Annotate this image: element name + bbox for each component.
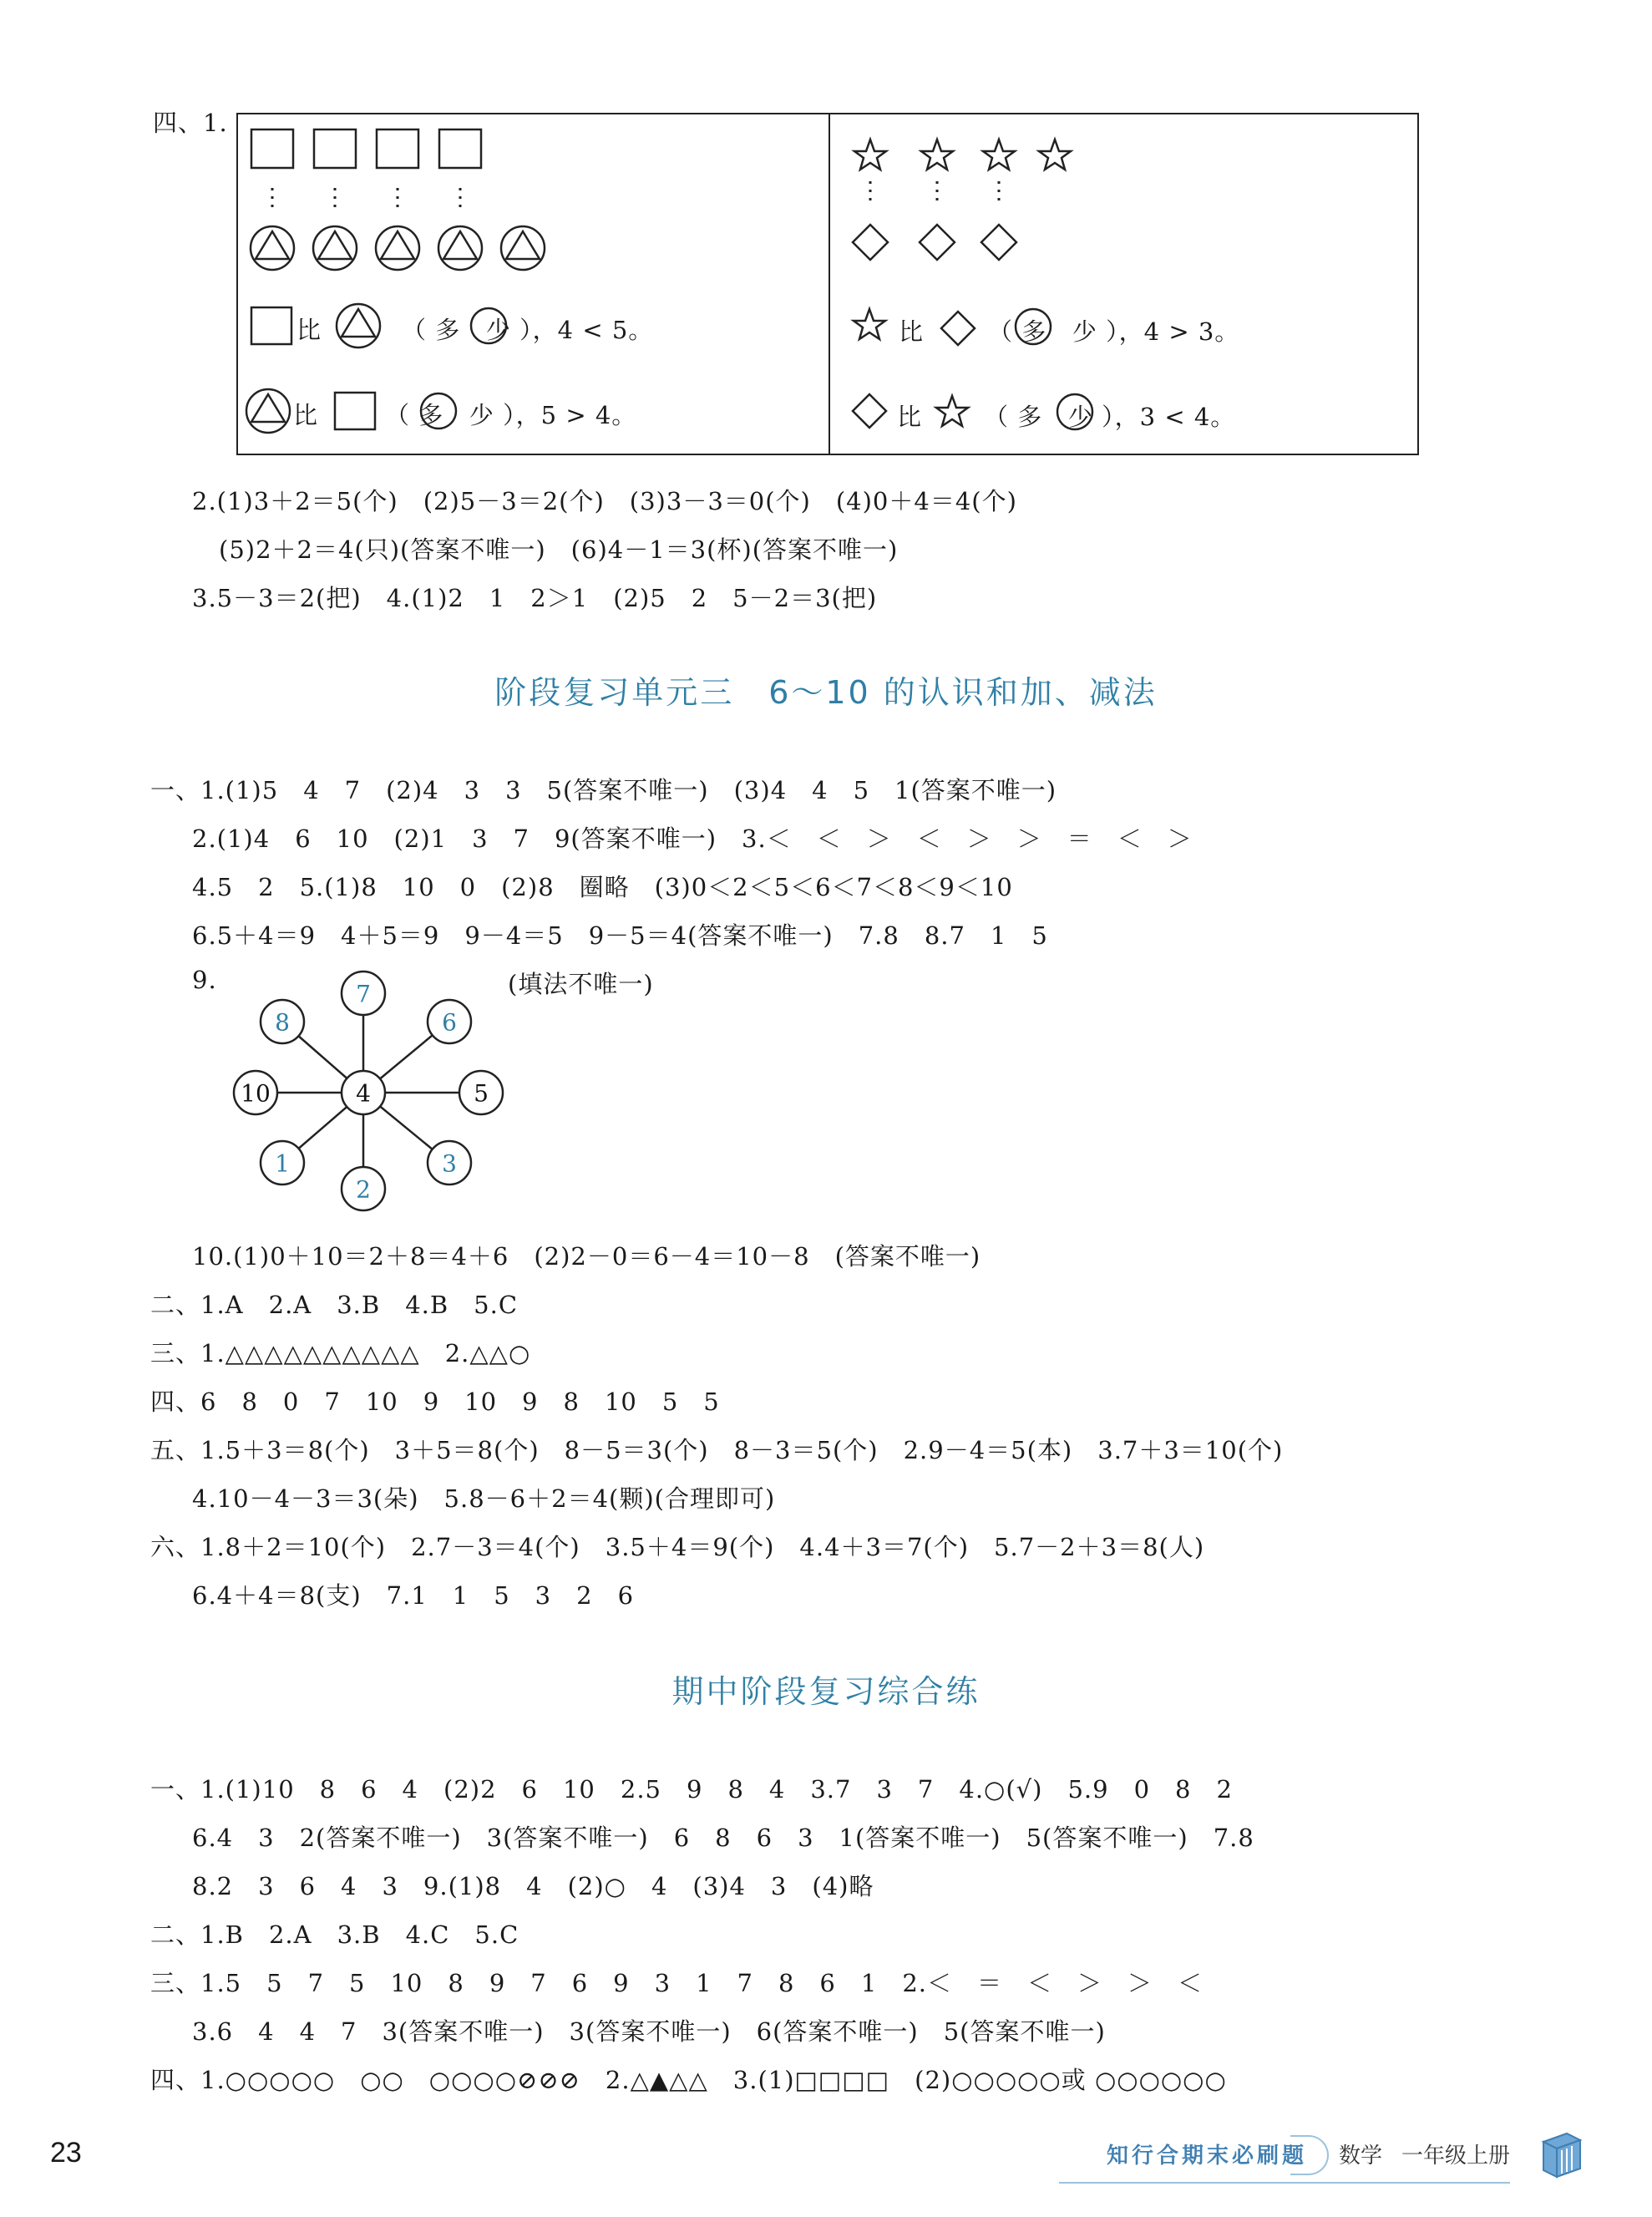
number-star-diagram xyxy=(226,961,509,1220)
footer-brand: 知行合期末必刷题 xyxy=(1107,2143,1308,2169)
right-stmt-b: 比 xyxy=(897,403,923,431)
left-stmt-b-choice: （ 多 少 ），5 > 4。 xyxy=(385,401,637,429)
star-row xyxy=(854,140,1071,170)
node-value: 7 xyxy=(356,980,371,1008)
node-value: 5 xyxy=(474,1079,489,1108)
answer-line: 4.5 2 5.(1)8 10 0 (2)8 圈略 (3)0＜2＜5＜6＜7＜8＜9＜10 xyxy=(192,873,1013,901)
center-value: 4 xyxy=(356,1079,371,1108)
answer-line: 一、1.(1)5 4 7 (2)4 3 3 5(答案不唯一) (3)4 4 5 1(答案不唯一) xyxy=(150,776,1057,804)
footer-brand-swoosh xyxy=(1290,2135,1329,2175)
footer-rule xyxy=(1059,2182,1510,2184)
footer-grade: 一年级上册 xyxy=(1401,2143,1511,2169)
section-heading: 阶段复习单元三 6～10 的认识和加、减法 xyxy=(494,674,1158,711)
answer-line: 四、6 8 0 7 10 9 10 9 8 10 5 5 xyxy=(150,1388,720,1416)
answer-line: 2.(1)4 6 10 (2)1 3 7 9(答案不唯一) 3.＜ ＜ ＞ ＜ ＞ ＞ ＝ ＜ ＞ xyxy=(192,824,1193,853)
answer-line: 6.4＋4＝8(支) 7.1 1 5 3 2 6 xyxy=(192,1581,635,1610)
q9-note: (填法不唯一) xyxy=(508,970,654,998)
circled-triangle-row xyxy=(251,226,545,270)
right-stmt-a: 比 xyxy=(899,317,925,346)
right-stmt-a-choice: （ 多 少 ），4 > 3。 xyxy=(988,317,1240,346)
square-shape xyxy=(377,129,418,168)
left-stmt-a: 比 xyxy=(296,316,322,344)
answer-line: 一、1.(1)10 8 6 4 (2)2 6 10 2.5 9 8 4 3.7 3 7 4.○(√) 5.9 0 8 2 xyxy=(150,1775,1233,1804)
answer-line: 四、1.○○○○○ ○○ ○○○○⊘⊘⊘ 2.△▲△△ 3.(1)□□□□ (2)○○○○○或 ○○○○○○ xyxy=(150,2066,1227,2094)
right-stmt-b-choice: （ 多 少 ），3 < 4。 xyxy=(984,403,1236,431)
comparison-figure xyxy=(236,113,1419,455)
diamond-row xyxy=(853,225,1016,260)
answer-line: 3.5－3＝2(把) 4.(1)2 1 2＞1 (2)5 2 5－2＝3(把) xyxy=(192,584,878,612)
answer-line: 三、1.5 5 7 5 10 8 9 7 6 9 3 1 7 8 6 1 2.＜ ＝ ＜ ＞ ＞ ＜ xyxy=(150,1969,1204,1997)
left-stmt-a-choice: （ 多 少 ），4 < 5。 xyxy=(402,316,654,344)
answer-line: 10.(1)0＋10＝2＋8＝4＋6 (2)2－0＝6－4＝10－8 (答案不唯一) xyxy=(192,1242,981,1271)
section-heading: 期中阶段复习综合练 xyxy=(671,1673,981,1710)
node-value: 10 xyxy=(241,1079,271,1108)
node-value: 6 xyxy=(442,1008,457,1037)
square-shape xyxy=(251,129,293,168)
q9-label: 9. xyxy=(192,966,217,994)
answer-line: 五、1.5＋3＝8(个) 3＋5＝8(个) 8－5＝3(个) 8－3＝5(个) 2.9－4＝5(本) 3.7＋3＝10(个) xyxy=(150,1436,1284,1464)
left-stmt-b: 比 xyxy=(293,401,319,429)
book-stack-icon xyxy=(1537,2130,1587,2180)
answer-line: 3.6 4 4 7 3(答案不唯一) 3(答案不唯一) 6(答案不唯一) 5(答案不唯一) xyxy=(192,2017,1106,2046)
answer-line: 六、1.8＋2＝10(个) 2.7－3＝4(个) 3.5＋4＝9(个) 4.4＋3＝7(个) 5.7－2＋3＝8(人) xyxy=(150,1533,1205,1561)
page-number: 23 xyxy=(50,2137,82,2169)
answer-line: 6.4 3 2(答案不唯一) 3(答案不唯一) 6 8 6 3 1(答案不唯一) 5(答案不唯一) 7.8 xyxy=(192,1824,1254,1852)
answer-line: 二、1.B 2.A 3.B 4.C 5.C xyxy=(150,1920,519,1949)
square-shape xyxy=(439,129,481,168)
answer-line: (5)2＋2＝4(只)(答案不唯一) (6)4－1＝3(杯)(答案不唯一) xyxy=(219,535,899,564)
answer-line: 6.5＋4＝9 4＋5＝9 9－4＝5 9－5＝4(答案不唯一) 7.8 8.7 1 5 xyxy=(192,921,1048,950)
node-value: 3 xyxy=(442,1149,457,1178)
square-shape xyxy=(314,129,356,168)
section4-label: 四、1. xyxy=(153,109,228,137)
node-value: 1 xyxy=(275,1149,290,1178)
answer-line: 二、1.A 2.A 3.B 4.B 5.C xyxy=(150,1291,519,1319)
answer-line: 三、1.△△△△△△△△△△ 2.△△○ xyxy=(150,1339,531,1367)
footer-subject: 数学 xyxy=(1339,2143,1383,2169)
answer-line: 2.(1)3＋2＝5(个) (2)5－3＝2(个) (3)3－3＝0(个) (4)0＋4＝4(个) xyxy=(192,487,1017,515)
answer-line: 8.2 3 6 4 3 9.(1)8 4 (2)○ 4 (3)4 3 (4)略 xyxy=(192,1872,874,1900)
answer-line: 4.10－4－3＝3(朵) 5.8－6＋2＝4(颗)(合理即可) xyxy=(192,1484,776,1513)
node-value: 2 xyxy=(356,1175,371,1204)
node-value: 8 xyxy=(275,1008,290,1037)
